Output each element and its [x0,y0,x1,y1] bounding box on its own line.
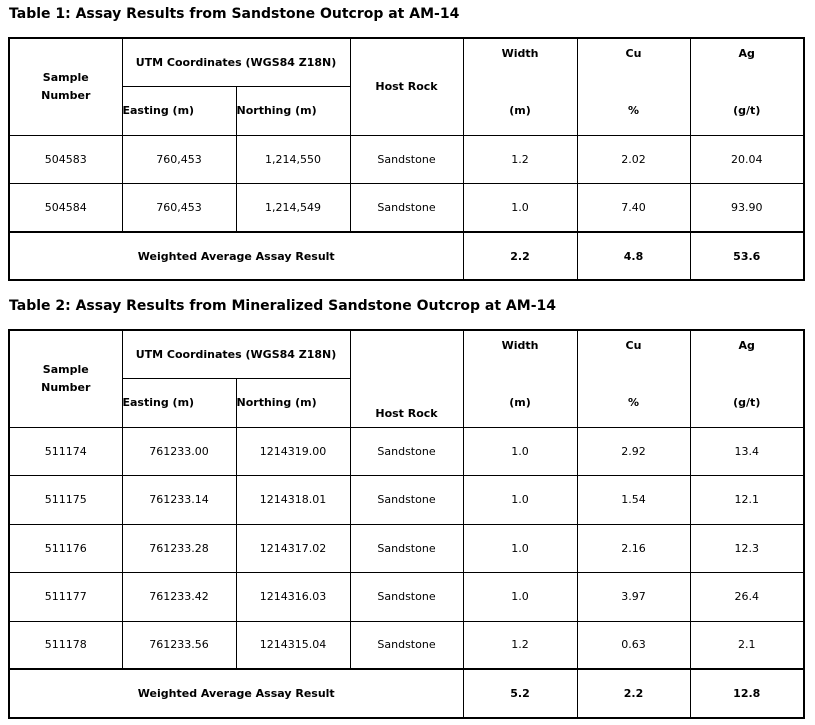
table2-assay-results [8,329,805,719]
sample-number: 511175 [9,475,122,524]
table2-header-host-rock: Host Rock [350,330,463,427]
width-value: 1.2 [463,135,577,183]
table1-header-cu: Cu [577,38,690,86]
sample-number: 511177 [9,572,122,621]
table2-header-ag: Ag [690,330,804,378]
average-width: 2.2 [463,232,577,280]
sample-number: 511174 [9,427,122,475]
average-label: Weighted Average Assay Result [9,669,463,718]
average-width: 5.2 [463,669,577,718]
table2-header-ag-unit: (g/t) [690,378,804,427]
table2-header-width: Width [463,330,577,378]
table1-header-utm: UTM Coordinates (WGS84 Z18N) [122,38,350,86]
table1-header-host-rock: Host Rock [350,38,463,135]
table-row [9,475,804,524]
sample-number: 511178 [9,621,122,669]
cu-value: 2.16 [577,524,690,572]
table1-header-row [9,38,804,86]
sample-number: 504584 [9,183,122,232]
host-rock-value: Sandstone [350,621,463,669]
host-rock-value: Sandstone [350,135,463,183]
table1-header-width: Width [463,38,577,86]
table-row [9,621,804,669]
average-cu: 4.8 [577,232,690,280]
table1-header-sample-number: Sample Number [9,38,122,135]
ag-value: 13.4 [690,427,804,475]
width-value: 1.0 [463,572,577,621]
table1-header-easting: Easting (m) [122,86,236,135]
table-row [9,183,804,232]
table1-title: Table 1: Assay Results from Sandstone Outcrop at AM-14 [9,6,460,22]
table1-assay-results [8,37,805,281]
table1-header-ag-unit: (g/t) [690,86,804,135]
table1-header-cu-unit: % [577,86,690,135]
table-row [9,572,804,621]
ag-value: 2.1 [690,621,804,669]
easting-value: 761233.56 [122,621,236,669]
table2-average-row [9,669,804,718]
northing-value: 1214319.00 [236,427,350,475]
northing-value: 1,214,550 [236,135,350,183]
width-value: 1.0 [463,427,577,475]
width-value: 1.2 [463,621,577,669]
table2-header-northing: Northing (m) [236,378,350,427]
table1-header-northing: Northing (m) [236,86,350,135]
cu-value: 1.54 [577,475,690,524]
northing-value: 1,214,549 [236,183,350,232]
width-value: 1.0 [463,524,577,572]
host-rock-value: Sandstone [350,572,463,621]
table1-average-row [9,232,804,280]
table2-title: Table 2: Assay Results from Mineralized Sandstone Outcrop at AM-14 [9,298,556,314]
easting-value: 761233.28 [122,524,236,572]
cu-value: 0.63 [577,621,690,669]
sample-number: 504583 [9,135,122,183]
ag-value: 20.04 [690,135,804,183]
width-value: 1.0 [463,475,577,524]
table2-header-cu-unit: % [577,378,690,427]
average-cu: 2.2 [577,669,690,718]
easting-value: 760,453 [122,135,236,183]
average-ag: 12.8 [690,669,804,718]
average-ag: 53.6 [690,232,804,280]
table2-header-cu: Cu [577,330,690,378]
host-rock-value: Sandstone [350,524,463,572]
cu-value: 7.40 [577,183,690,232]
table-row [9,524,804,572]
cu-value: 3.97 [577,572,690,621]
table2-header-row [9,330,804,378]
northing-value: 1214316.03 [236,572,350,621]
ag-value: 12.1 [690,475,804,524]
easting-value: 761233.00 [122,427,236,475]
cu-value: 2.02 [577,135,690,183]
cu-value: 2.92 [577,427,690,475]
easting-value: 761233.42 [122,572,236,621]
table2-header-width-unit: (m) [463,378,577,427]
width-value: 1.0 [463,183,577,232]
table1-header-ag: Ag [690,38,804,86]
table-row [9,427,804,475]
table2-header-easting: Easting (m) [122,378,236,427]
host-rock-value: Sandstone [350,475,463,524]
northing-value: 1214315.04 [236,621,350,669]
northing-value: 1214317.02 [236,524,350,572]
northing-value: 1214318.01 [236,475,350,524]
easting-value: 760,453 [122,183,236,232]
table2-header-sample-number: Sample Number [9,330,122,427]
host-rock-value: Sandstone [350,427,463,475]
ag-value: 26.4 [690,572,804,621]
ag-value: 93.90 [690,183,804,232]
table2-header-utm: UTM Coordinates (WGS84 Z18N) [122,330,350,378]
table-row [9,135,804,183]
average-label: Weighted Average Assay Result [9,232,463,280]
ag-value: 12.3 [690,524,804,572]
table1-header-width-unit: (m) [463,86,577,135]
easting-value: 761233.14 [122,475,236,524]
sample-number: 511176 [9,524,122,572]
host-rock-value: Sandstone [350,183,463,232]
